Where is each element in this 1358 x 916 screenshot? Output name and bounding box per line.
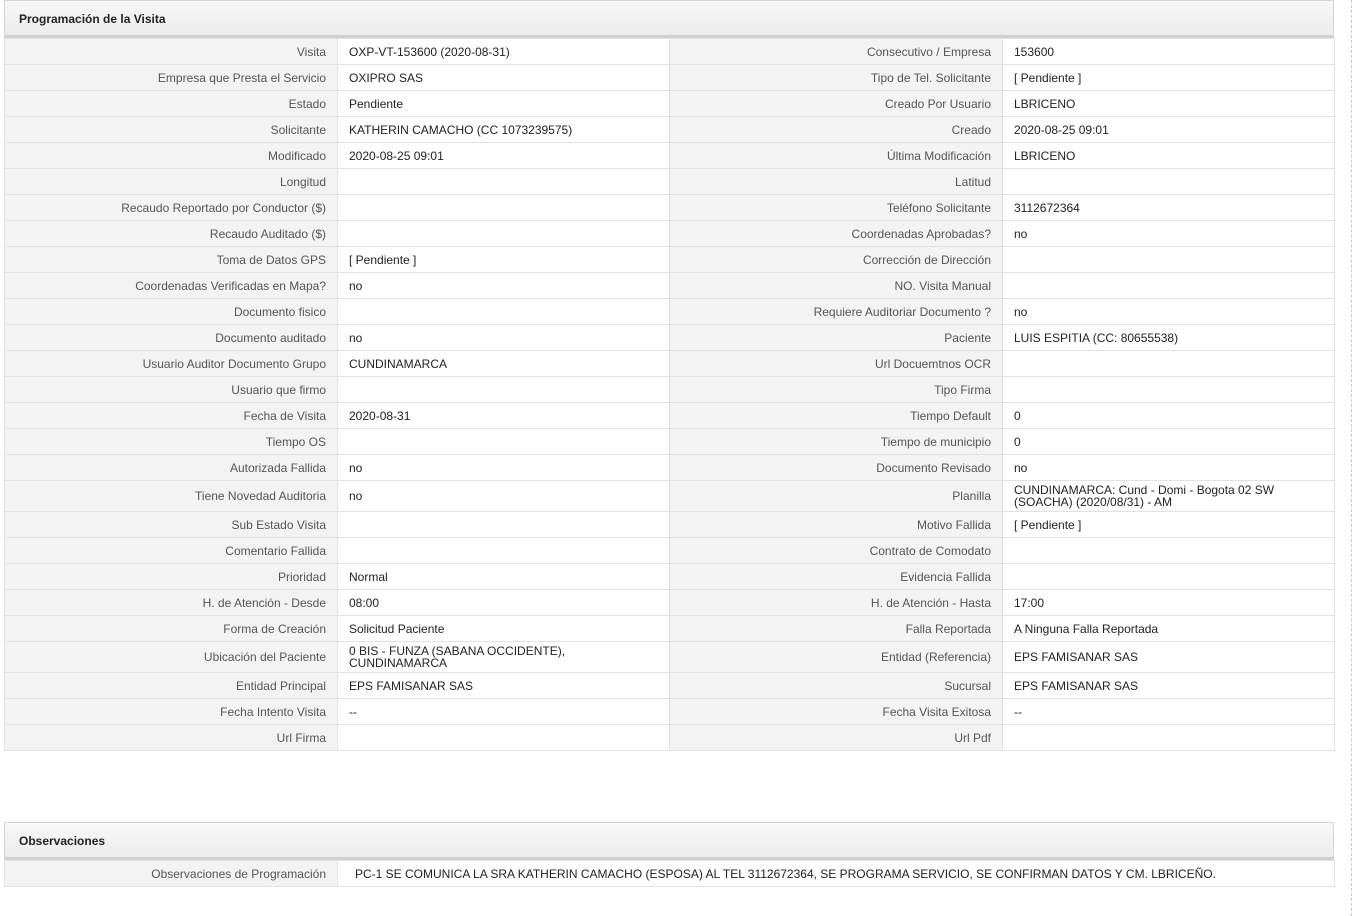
table-row [5, 325, 1335, 351]
field-value [338, 538, 670, 564]
field-label: Paciente [670, 325, 1003, 351]
field-value: EPS FAMISANAR SAS [338, 673, 670, 699]
field-label: Prioridad [5, 564, 338, 590]
scroll-edge [1351, 0, 1352, 916]
table-row [5, 538, 1335, 564]
field-label: Autorizada Fallida [5, 455, 338, 481]
field-label: Última Modificación [670, 143, 1003, 169]
field-value: A Ninguna Falla Reportada [1003, 616, 1335, 642]
table-row [5, 642, 1335, 673]
field-value: 2020-08-31 [338, 403, 670, 429]
table-row [5, 564, 1335, 590]
field-label: Solicitante [5, 117, 338, 143]
field-label: Planilla [670, 481, 1003, 512]
field-label: Forma de Creación [5, 616, 338, 642]
field-label: Motivo Fallida [670, 512, 1003, 538]
table-row [5, 221, 1335, 247]
observaciones-panel [4, 822, 1334, 887]
table-row [5, 590, 1335, 616]
field-value: 0 BIS - FUNZA (SABANA OCCIDENTE), CUNDINAMARCA [338, 642, 670, 673]
field-value: [ Pendiente ] [1003, 65, 1335, 91]
table-row [5, 351, 1335, 377]
field-value: no [338, 481, 670, 512]
field-label: Tiempo de municipio [670, 429, 1003, 455]
field-label: Usuario que firmo [5, 377, 338, 403]
field-label: Coordenadas Verificadas en Mapa? [5, 273, 338, 299]
field-value: KATHERIN CAMACHO (CC 1073239575) [338, 117, 670, 143]
field-label: Contrato de Comodato [670, 538, 1003, 564]
field-label: Recaudo Auditado ($) [5, 221, 338, 247]
programacion-panel [4, 0, 1334, 751]
field-value: CUNDINAMARCA [338, 351, 670, 377]
field-value: [ Pendiente ] [338, 247, 670, 273]
field-value [1003, 564, 1335, 590]
table-row [5, 299, 1335, 325]
field-value: OXP-VT-153600 (2020-08-31) [338, 39, 670, 65]
table-row [5, 616, 1335, 642]
table-row [5, 117, 1335, 143]
field-label: Fecha de Visita [5, 403, 338, 429]
table-row [5, 247, 1335, 273]
field-label: Url Pdf [670, 725, 1003, 751]
table-row [5, 273, 1335, 299]
field-label: Tiene Novedad Auditoria [5, 481, 338, 512]
field-label: Longitud [5, 169, 338, 195]
field-value: Normal [338, 564, 670, 590]
table-row [5, 195, 1335, 221]
field-value: no [338, 455, 670, 481]
field-label: Creado [670, 117, 1003, 143]
field-value: no [338, 273, 670, 299]
field-value: no [338, 325, 670, 351]
field-value [1003, 725, 1335, 751]
field-value [1003, 377, 1335, 403]
field-value: -- [338, 699, 670, 725]
field-label: Falla Reportada [670, 616, 1003, 642]
table-row [5, 169, 1335, 195]
field-label: H. de Atención - Hasta [670, 590, 1003, 616]
field-value: CUNDINAMARCA: Cund - Domi - Bogota 02 SW (SOACHA) (2020/08/31) - AM [1003, 481, 1335, 512]
field-value: 0 [1003, 403, 1335, 429]
field-label: Fecha Intento Visita [5, 699, 338, 725]
field-label: Estado [5, 91, 338, 117]
table-row [5, 861, 1335, 887]
table-row [5, 673, 1335, 699]
table-row [5, 403, 1335, 429]
observaciones-table [4, 860, 1335, 887]
field-label: Requiere Auditoriar Documento ? [670, 299, 1003, 325]
field-label: Tipo de Tel. Solicitante [670, 65, 1003, 91]
observaciones-title: Observaciones [4, 822, 1334, 860]
field-value: 153600 [1003, 39, 1335, 65]
field-value: 3112672364 [1003, 195, 1335, 221]
field-label: Entidad (Referencia) [670, 642, 1003, 673]
field-label: Tipo Firma [670, 377, 1003, 403]
field-value [338, 725, 670, 751]
table-row [5, 377, 1335, 403]
table-row [5, 65, 1335, 91]
field-label: Modificado [5, 143, 338, 169]
field-label: Documento fisico [5, 299, 338, 325]
field-value: Solicitud Paciente [338, 616, 670, 642]
field-value [338, 169, 670, 195]
field-label: Corrección de Dirección [670, 247, 1003, 273]
field-value: 2020-08-25 09:01 [1003, 117, 1335, 143]
field-value [1003, 169, 1335, 195]
field-label: Tiempo OS [5, 429, 338, 455]
field-value [338, 299, 670, 325]
field-value [338, 429, 670, 455]
field-label: Toma de Datos GPS [5, 247, 338, 273]
field-label: Usuario Auditor Documento Grupo [5, 351, 338, 377]
field-value: 0 [1003, 429, 1335, 455]
field-value: LBRICENO [1003, 143, 1335, 169]
field-label: Latitud [670, 169, 1003, 195]
field-label: Ubicación del Paciente [5, 642, 338, 673]
field-value: EPS FAMISANAR SAS [1003, 673, 1335, 699]
field-value: EPS FAMISANAR SAS [1003, 642, 1335, 673]
table-row [5, 91, 1335, 117]
field-value: no [1003, 455, 1335, 481]
field-value: 17:00 [1003, 590, 1335, 616]
field-value [338, 195, 670, 221]
observaciones-value: PC-1 SE COMUNICA LA SRA KATHERIN CAMACHO (ESPOSA) AL TEL 3112672364, SE PROGRAMA SERVICIO, SE CONFIRMAN DATOS Y CM. LBRICEÑO. [338, 861, 1335, 887]
table-row [5, 725, 1335, 751]
field-label: Teléfono Solicitante [670, 195, 1003, 221]
field-value [1003, 247, 1335, 273]
field-label: Documento Revisado [670, 455, 1003, 481]
field-value [338, 221, 670, 247]
field-label: Consecutivo / Empresa [670, 39, 1003, 65]
field-label: Tiempo Default [670, 403, 1003, 429]
field-value: no [1003, 299, 1335, 325]
field-value: -- [1003, 699, 1335, 725]
field-value: [ Pendiente ] [1003, 512, 1335, 538]
field-value [1003, 351, 1335, 377]
field-label: Coordenadas Aprobadas? [670, 221, 1003, 247]
field-label: Documento auditado [5, 325, 338, 351]
field-value [1003, 273, 1335, 299]
field-label: Visita [5, 39, 338, 65]
field-value [338, 377, 670, 403]
table-row [5, 481, 1335, 512]
table-row [5, 429, 1335, 455]
field-value [1003, 538, 1335, 564]
field-label: H. de Atención - Desde [5, 590, 338, 616]
table-row [5, 512, 1335, 538]
field-value: LBRICENO [1003, 91, 1335, 117]
programacion-title: Programación de la Visita [4, 0, 1334, 38]
field-label: Url Firma [5, 725, 338, 751]
field-label: Fecha Visita Exitosa [670, 699, 1003, 725]
table-row [5, 455, 1335, 481]
field-value: no [1003, 221, 1335, 247]
field-label: Sucursal [670, 673, 1003, 699]
field-value: 2020-08-25 09:01 [338, 143, 670, 169]
table-row [5, 699, 1335, 725]
field-value: 08:00 [338, 590, 670, 616]
programacion-table [4, 38, 1335, 751]
field-value: Pendiente [338, 91, 670, 117]
field-label: Comentario Fallida [5, 538, 338, 564]
field-label: Url Docuemtnos OCR [670, 351, 1003, 377]
field-label: Creado Por Usuario [670, 91, 1003, 117]
field-label: Recaudo Reportado por Conductor ($) [5, 195, 338, 221]
table-row [5, 39, 1335, 65]
field-label: Evidencia Fallida [670, 564, 1003, 590]
field-label: Entidad Principal [5, 673, 338, 699]
field-value: LUIS ESPITIA (CC: 80655538) [1003, 325, 1335, 351]
field-label: NO. Visita Manual [670, 273, 1003, 299]
field-label: Sub Estado Visita [5, 512, 338, 538]
field-label: Empresa que Presta el Servicio [5, 65, 338, 91]
field-value: OXIPRO SAS [338, 65, 670, 91]
table-row [5, 143, 1335, 169]
field-value [338, 512, 670, 538]
observaciones-label: Observaciones de Programación [5, 861, 338, 887]
